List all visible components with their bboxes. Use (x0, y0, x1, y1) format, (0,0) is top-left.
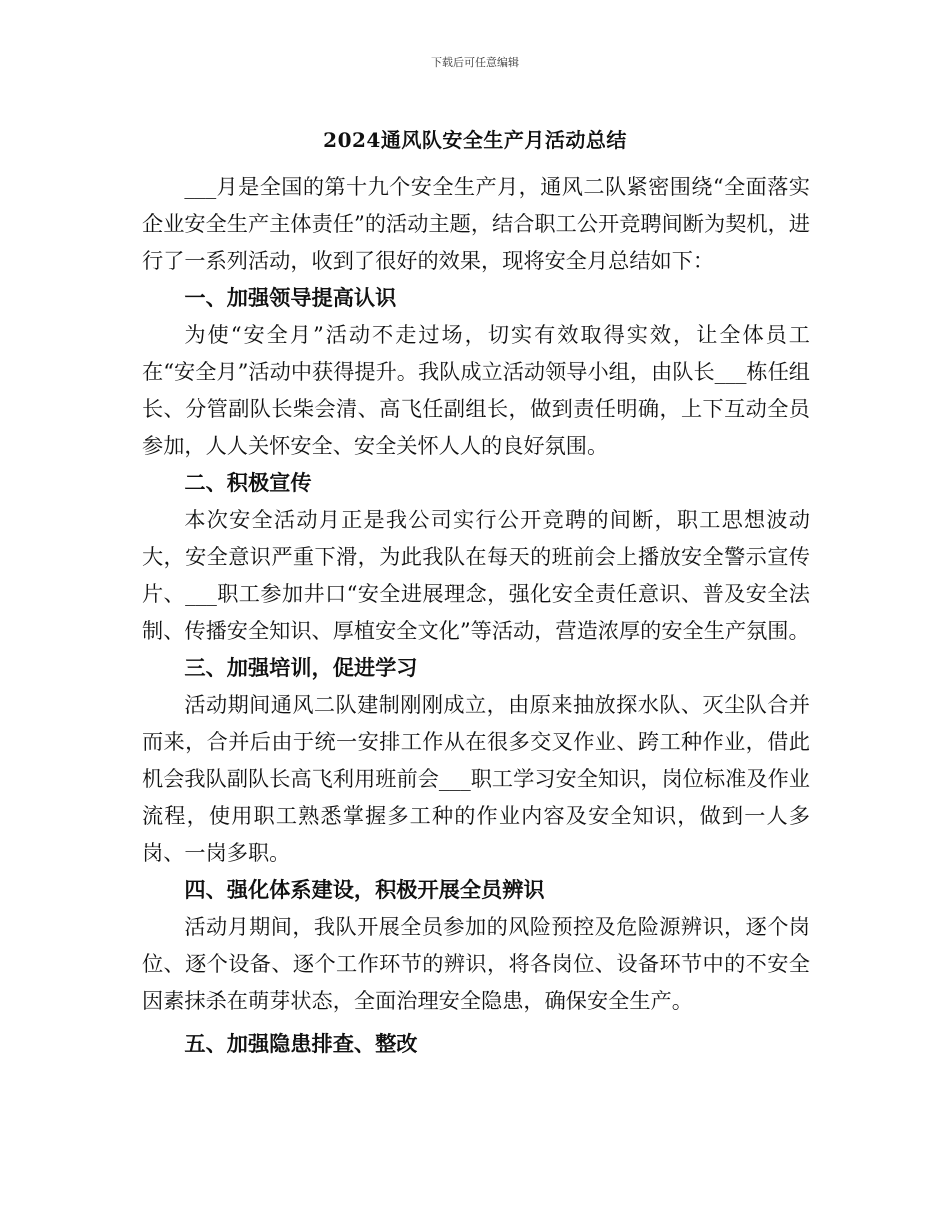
section-heading-5: 五、加强隐患排查、整改 (184, 1031, 418, 1056)
paragraph-section-3: 活动期间通风二队建制刚刚成立，由原来抽放探水队、灭尘队合并而来，合并后由于统一安排工作从在很多交叉作业、跨工种作业，借此机会我队副队长高飞利用班前会___职工学习安全知识，岗位标准及作业流程，使用职工熟悉掌握多工种的作业内容及安全知识，做到一人多岗、一岗多职。 (142, 692, 810, 865)
section-heading-2: 二、积极宣传 (184, 470, 312, 495)
paragraph-section-2: 本次安全活动月正是我公司实行公开竞聘的间断，职工思想波动大，安全意识严重下滑，为此我队在每天的班前会上播放安全警示宣传片、___职工参加井口“安全进展理念，强化安全责任意识、普及安全法制、传播安全知识、厚植安全文化”等活动，营造浓厚的安全生产氛围。 (142, 507, 810, 643)
header-note: 下载后可任意编辑 (431, 56, 519, 69)
document-title: 2024通风队安全生产月活动总结 (323, 128, 627, 152)
paragraph-section-4: 活动月期间，我队开展全员参加的风险预控及危险源辨识，逐个岗位、逐个设备、逐个工作环节的辨识，将各岗位、设备环节中的不安全因素抹杀在萌芽状态，全面治理安全隐患，确保安全生产。 (142, 914, 810, 1013)
paragraph-section-1: 为使“安全月”活动不走过场，切实有效取得实效，让全体员工在“安全月”活动中获得提升。我队成立活动领导小组，由队长___栋任组长、分管副队长柴会清、高飞任副组长，做到责任明确，上下互动全员参加，人人关怀安全、安全关怀人人的良好氛围。 (142, 322, 810, 458)
section-heading-4: 四、强化体系建设，积极开展全员辨识 (184, 877, 545, 902)
document-body (142, 168, 810, 1062)
section-heading-3: 三、加强培训，促进学习 (184, 655, 418, 680)
section-heading-1: 一、加强领导提高认识 (184, 285, 397, 310)
paragraph-intro: ___月是全国的第十九个安全生产月，通风二队紧密围绕“全面落实企业安全生产主体责任”的活动主题，结合职工公开竞聘间断为契机，进行了一系列活动，收到了很好的效果，现将安全月总结如下： (142, 174, 810, 273)
